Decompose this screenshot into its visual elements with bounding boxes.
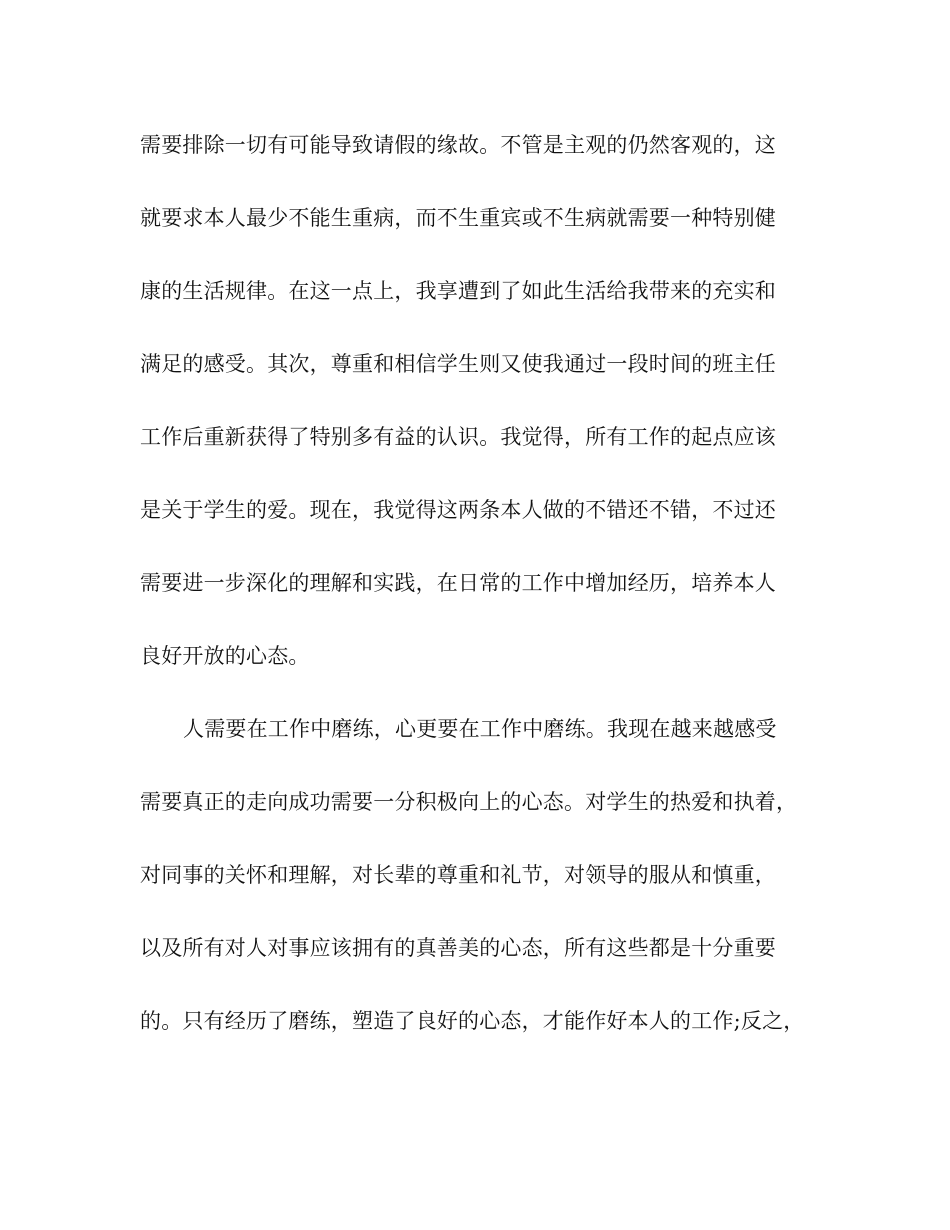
paragraph-1-line-1: 需要排除一切有可能导致请假的缘故。不管是主观的仍然客观的，这 [140, 133, 776, 157]
paragraph-1-line-5: 工作后重新获得了特别多有益的认识。我觉得，所有工作的起点应该 [140, 425, 776, 449]
paragraph-1-line-8: 良好开放的心态。 [140, 644, 310, 668]
paragraph-2-line-2: 需要真正的走向成功需要一分积极向上的心态。对学生的热爱和执着， [140, 790, 798, 814]
paragraph-1-line-6: 是关于学生的爱。现在，我觉得这两条本人做的不错还不错，不过还 [140, 498, 776, 522]
paragraph-2-line-4: 以及所有对人对事应该拥有的真善美的心态，所有这些都是十分重要 [140, 936, 776, 960]
paragraph-2-line-3: 对同事的关怀和理解，对长辈的尊重和礼节，对领导的服从和慎重， [140, 863, 776, 887]
paragraph-1-line-7: 需要进一步深化的理解和实践，在日常的工作中增加经历，培养本人 [140, 571, 776, 595]
paragraph-1-line-2: 就要求本人最少不能生重病，而不生重宾或不生病就需要一种特别健 [140, 206, 776, 230]
paragraph-2-line-5: 的。只有经历了磨练，塑造了良好的心态，才能作好本人的工作;反之， [140, 1009, 805, 1033]
paragraph-1-line-3: 康的生活规律。在这一点上，我享遭到了如此生活给我带来的充实和 [140, 279, 776, 303]
paragraph-1-line-4: 满足的感受。其次，尊重和相信学生则又使我通过一段时间的班主任 [140, 352, 776, 376]
document-body [140, 128, 820, 1077]
paragraph-2-line-1: 人需要在工作中磨练，心更要在工作中磨练。我现在越来越感受 [183, 717, 777, 741]
